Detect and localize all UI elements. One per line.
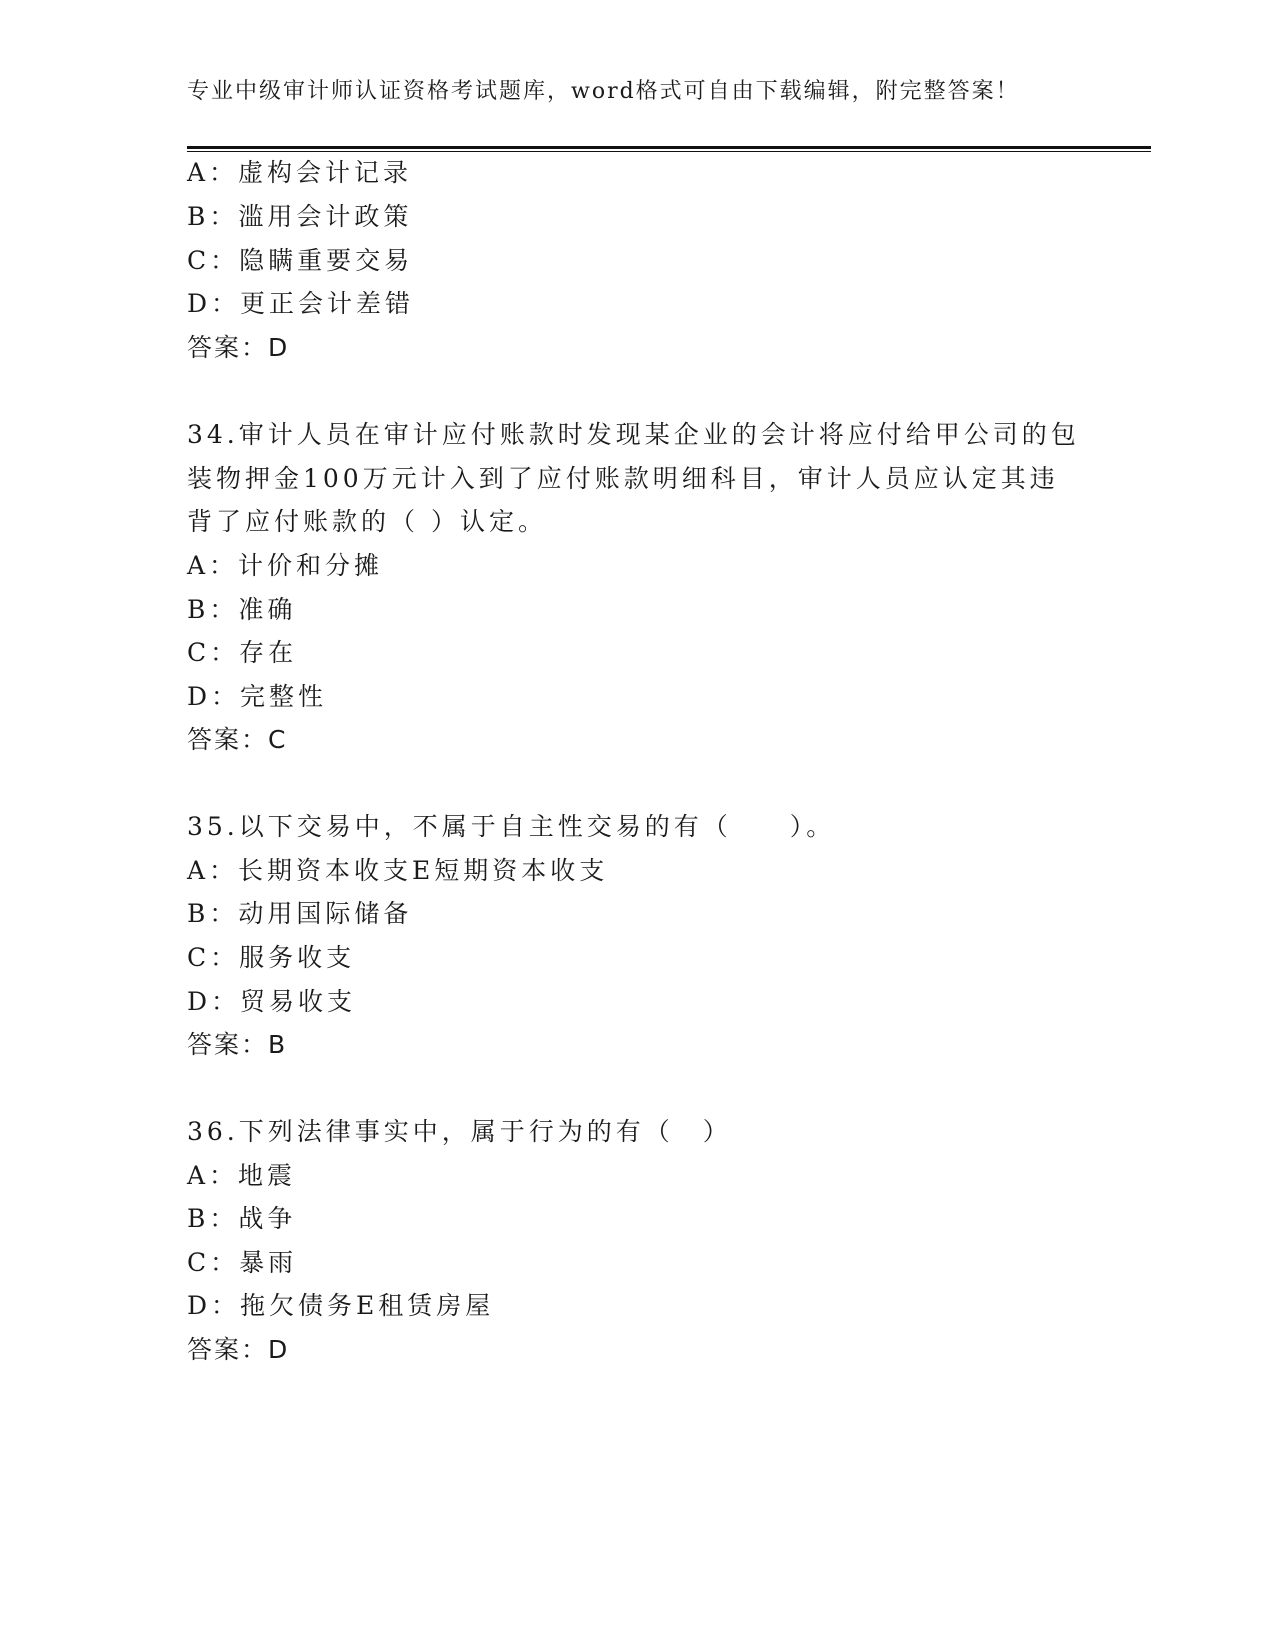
header-divider-thin (187, 151, 1151, 152)
q36-option-a: A：地震 (187, 1161, 297, 1190)
q34-stem-line-2: 装物押金100万元计入到了应付账款明细科目，审计人员应认定其违 (187, 464, 1059, 493)
q35-option-c: C：服务收支 (187, 943, 356, 972)
header-divider-thick (187, 146, 1151, 149)
prev-option-a: A：虚构会计记录 (187, 158, 413, 187)
q34-option-c: C：存在 (187, 638, 298, 667)
page-header: 专业中级审计师认证资格考试题库，word格式可自由下载编辑，附完整答案！ (187, 79, 1020, 104)
prev-option-d: D：更正会计差错 (187, 289, 415, 318)
q36-option-b: B：战争 (187, 1204, 297, 1233)
q34-stem-line-3: 背了应付账款的（ ）认定。 (187, 507, 547, 536)
q34-option-b: B：准确 (187, 595, 297, 624)
q34-answer: 答案：C (187, 725, 288, 754)
q34-option-a: A：计价和分摊 (187, 551, 384, 580)
q36-option-c: C：暴雨 (187, 1248, 298, 1277)
q36-stem-line-1: 36.下列法律事实中，属于行为的有（ ） (187, 1117, 732, 1146)
q35-answer: 答案：B (187, 1030, 288, 1059)
prev-option-b: B：滥用会计政策 (187, 202, 413, 231)
q35-stem-line-1: 35.以下交易中，不属于自主性交易的有（ ）。 (187, 812, 836, 841)
q34-option-d: D：完整性 (187, 682, 328, 711)
q35-option-d: D：贸易收支 (187, 987, 357, 1016)
prev-option-c: C：隐瞒重要交易 (187, 246, 414, 275)
q35-option-b: B：动用国际储备 (187, 899, 413, 928)
q36-answer: 答案：D (187, 1335, 290, 1364)
prev-answer: 答案：D (187, 333, 290, 362)
q35-option-a: A：长期资本收支E短期资本收支 (187, 856, 609, 885)
q36-option-d: D：拖欠债务E租赁房屋 (187, 1291, 495, 1320)
q34-stem-line-1: 34.审计人员在审计应付账款时发现某企业的会计将应付给甲公司的包 (187, 420, 1080, 449)
